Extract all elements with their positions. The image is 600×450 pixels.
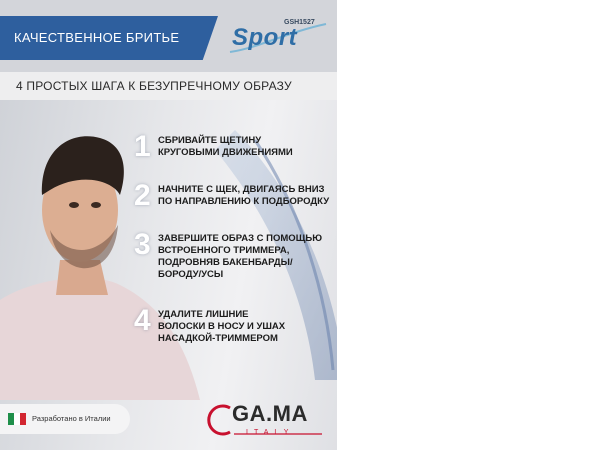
step-text: УДАЛИТЕ ЛИШНИЕ ВОЛОСКИ В НОСУ И УШАХ НАСАДКОЙ-ТРИММЕРОМ — [158, 309, 286, 344]
step-2 — [134, 181, 329, 211]
series-logo: Sport — [232, 24, 298, 51]
made-in-italy-label: Разработано в Италии — [32, 414, 111, 423]
step-1 — [134, 132, 293, 162]
step-text: НАЧНИТЕ С ЩЕК, ДВИГАЯСЬ ВНИЗ ПО НАПРАВЛЕНИЮ К ПОДБОРОДКУ — [158, 184, 330, 207]
step-number: 3 — [134, 228, 151, 261]
subtitle: 4 ПРОСТЫХ ШАГА К БЕЗУПРЕЧНОМУ ОБРАЗУ — [16, 79, 292, 93]
header-title: КАЧЕСТВЕННОЕ БРИТЬЕ — [14, 30, 180, 45]
step-number: 4 — [134, 304, 151, 337]
step-text: СБРИВАЙТЕ ЩЕТИНУ КРУГОВЫМИ ДВИЖЕНИЯМИ — [158, 135, 293, 158]
step-text: ЗАВЕРШИТЕ ОБРАЗ С ПОМОЩЬЮ ВСТРОЕННОГО ТРИММЕРА, ПОДРОВНЯВ БАКЕНБАРДЫ/ БОРОДУ/УСЫ — [158, 233, 322, 280]
model-number: GSH1527 — [284, 19, 315, 26]
step-3 — [134, 230, 322, 281]
brand-name: GA.MA — [232, 401, 308, 426]
step-number: 1 — [134, 130, 151, 163]
italy-flag-icon — [8, 413, 26, 425]
brand-country: ITALY — [246, 429, 295, 436]
step-number: 2 — [134, 179, 151, 212]
step-4 — [134, 306, 285, 345]
